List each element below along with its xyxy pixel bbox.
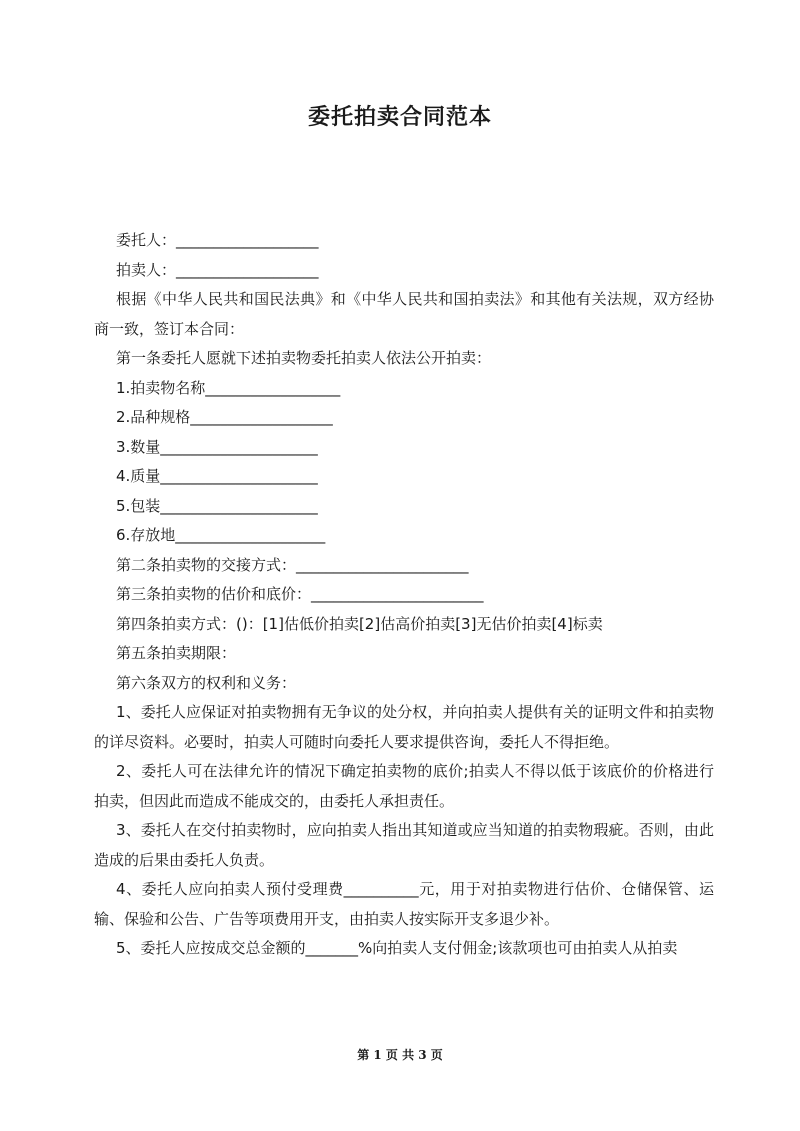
paragraph-client: 委托人：___________________ bbox=[116, 231, 319, 249]
paragraph-duty-5: 5、委托人应按成交总金额的_______%向拍卖人支付佣金;该款项也可由拍卖人从拍卖 bbox=[116, 939, 678, 957]
paragraph-article-6: 第六条双方的权利和义务： bbox=[116, 673, 297, 692]
paragraph-item-spec: 2.品种规格___________________ bbox=[116, 408, 333, 426]
paragraph-item-packaging: 5.包装_____________________ bbox=[116, 496, 318, 515]
paragraph-duty-1: 1、委托人应保证对拍卖物拥有无争议的处分权，并向拍卖人提供有关的证明文件和拍卖物的详尽资料。必要时，拍卖人可随时向委托人要求提供咨询，委托人不得拒绝。 bbox=[94, 703, 714, 751]
paragraph-duty-4: 4、委托人应向拍卖人预付受理费__________元，用于对拍卖物进行估价、仓储保管、运输、保验和公告、广告等项费用开支，由拍卖人按实际开支多退少补。 bbox=[94, 880, 714, 928]
document-title: 委托拍卖合同范本 bbox=[307, 105, 492, 130]
paragraph-article-2: 第二条拍卖物的交接方式：_______________________ bbox=[116, 555, 469, 574]
paragraph-duty-3: 3、委托人在交付拍卖物时，应向拍卖人指出其知道或应当知道的拍卖物瑕疵。否则，由此造成的后果由委托人负责。 bbox=[94, 821, 714, 869]
paragraph-item-storage: 6.存放地____________________ bbox=[116, 526, 326, 544]
paragraph-preamble: 根据《中华人民共和国民法典》和《中华人民共和国拍卖法》和其他有关法规，双方经协商一致，签订本合同： bbox=[94, 290, 714, 338]
paragraph-duty-2: 2、委托人可在法律允许的情况下确定拍卖物的底价;拍卖人不得以低于该底价的价格进行拍卖，但因此而造成不能成交的，由委托人承担责任。 bbox=[94, 762, 714, 810]
paragraph-article-4: 第四条拍卖方式：()：[1]估低价拍卖[2]估高价拍卖[3]无估价拍卖[4]标卖 bbox=[116, 614, 603, 633]
document-body bbox=[94, 226, 714, 964]
page-footer: 第 1 页 共 3 页 bbox=[357, 1048, 443, 1062]
paragraph-article-3: 第三条拍卖物的估价和底价：_______________________ bbox=[116, 585, 484, 603]
paragraph-item-quantity: 3.数量_____________________ bbox=[116, 437, 318, 456]
paragraph-article-5: 第五条拍卖期限： bbox=[116, 644, 237, 662]
paragraph-article-1: 第一条委托人愿就下述拍卖物委托拍卖人依法公开拍卖： bbox=[116, 349, 492, 367]
paragraph-auctioneer: 拍卖人：___________________ bbox=[116, 260, 319, 279]
paragraph-item-name: 1.拍卖物名称__________________ bbox=[116, 378, 341, 397]
paragraph-item-quality: 4.质量_____________________ bbox=[116, 467, 318, 485]
